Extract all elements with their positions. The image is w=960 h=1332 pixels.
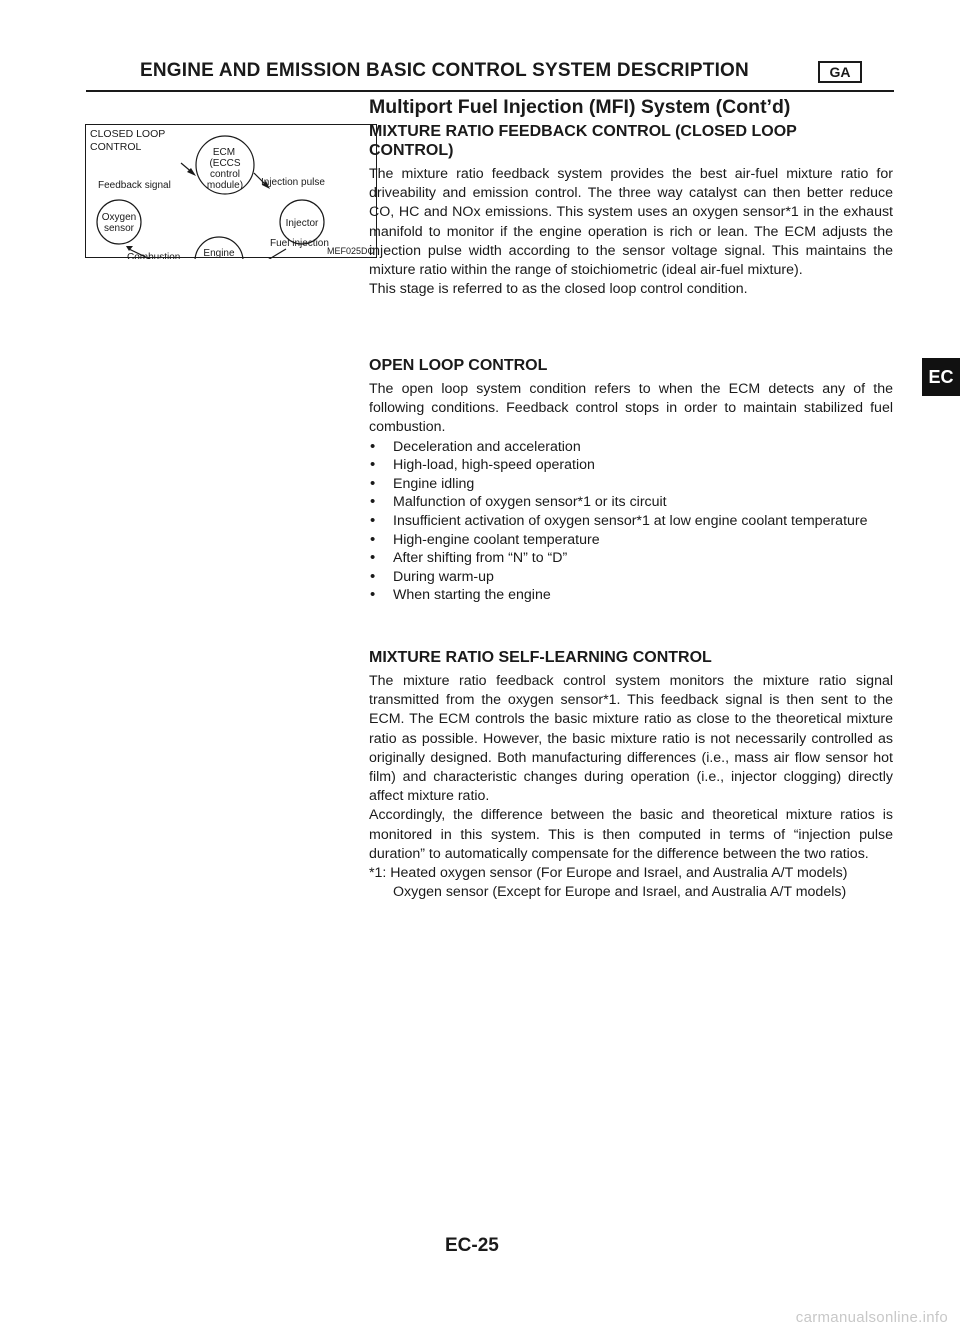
injector-label: Injector	[285, 218, 319, 229]
closed-loop-diagram-svg	[86, 125, 378, 259]
list-item: • Engine idling	[369, 475, 893, 494]
list-item: • Malfunction of oxygen sensor*1 or its circuit	[369, 493, 893, 512]
open-loop-heading: OPEN LOOP CONTROL	[369, 357, 548, 374]
list-item: • Insufficient activation of oxygen sensor*1 at low engine coolant temperature	[369, 512, 893, 531]
open-loop-body: The open loop system condition refers to when the ECM detects any of the following conditions. Feedback control stops in order to maintain stabilized fuel combustion.	[369, 381, 893, 436]
closed-loop-section	[369, 122, 893, 299]
list-item: • During warm-up	[369, 568, 893, 587]
self-learning-body: The mixture ratio feedback control system monitors the mixture ratio signal transmitted from the oxygen sensor*1. This feedback signal is then sent to the ECM. The ECM controls the basic mixture ratio as close to the theoretical mixture ratio as possible. However, the basic mixture ratio is not necessarily controlled as originally designed. Both manufacturing differences (i.e., mass air flow sensor hot film) and characteristic changes during operation (i.e., injector clogging) directly affect mixture ratio.	[369, 673, 893, 805]
oxygen-label-line2: sensor	[103, 223, 135, 234]
page-header-title: ENGINE AND EMISSION BASIC CONTROL SYSTEM DESCRIPTION	[140, 60, 749, 81]
injection-pulse-label: Injection pulse	[261, 177, 325, 188]
footnote-1: *1: Heated oxygen sensor (For Europe and Israel, and Australia A/T models)	[369, 865, 848, 882]
closed-loop-body-2: This stage is referred to as the closed loop control condition.	[369, 281, 748, 298]
header-rule	[86, 90, 894, 92]
closed-loop-heading-line1: MIXTURE RATIO FEEDBACK CONTROL (CLOSED LOOP	[369, 123, 797, 140]
self-learning-heading: MIXTURE RATIO SELF-LEARNING CONTROL	[369, 649, 712, 666]
figure-code: MEF025DC	[326, 246, 374, 256]
section-title: Multiport Fuel Injection (MFI) System (Cont’d)	[369, 96, 791, 118]
open-loop-condition-list	[369, 438, 893, 605]
open-loop-section	[369, 356, 893, 605]
ecm-label-line2: (ECCS	[209, 158, 241, 169]
diagram-title-line2: CONTROL	[90, 141, 142, 153]
footnote-1-continued: Oxygen sensor (Except for Europe and Israel, and Australia A/T models)	[393, 884, 847, 901]
page-number: EC-25	[445, 1235, 499, 1256]
ec-section-tab: EC	[922, 358, 960, 396]
ecm-label: ECM	[212, 147, 236, 158]
list-item: • When starting the engine	[369, 586, 893, 605]
list-item: • After shifting from “N” to “D”	[369, 549, 893, 568]
closed-loop-body: The mixture ratio feedback system provides the best air-fuel mixture ratio for driveability and emission control. The three way catalyst can then better reduce CO, HC and NOx emissions. This system uses an oxygen sensor*1 in the exhaust manifold to monitor if the engine operation is rich or lean. The ECM adjusts the injection pulse width according to the sensor voltage signal. This maintains the mixture ratio within the range of stoichiometric (ideal air-fuel mixture).	[369, 166, 893, 279]
list-item: • High-engine coolant temperature	[369, 531, 893, 550]
fuel-injection-label: Fuel injection	[270, 238, 329, 249]
self-learning-section	[369, 648, 893, 902]
fuel-injection-arrow-line	[256, 249, 286, 259]
oxygen-label-line1: Oxygen	[101, 212, 137, 223]
self-learning-body-2: Accordingly, the difference between the basic and theoretical mixture ratios is monitored in this system. This is then computed in terms of “injection pulse duration” to automatically compensate for the difference between the two ratios.	[369, 807, 893, 862]
list-item: • High-load, high-speed operation	[369, 456, 893, 475]
ecm-label-line3: control	[209, 169, 241, 180]
engine-label: Engine	[203, 248, 235, 259]
feedback-signal-label: Feedback signal	[98, 180, 171, 191]
closed-loop-heading-line2: CONTROL)	[369, 142, 454, 159]
list-item: • Deceleration and acceleration	[369, 438, 893, 457]
watermark: carmanualsonline.info	[795, 1309, 948, 1326]
combustion-label: Combustion	[127, 252, 181, 259]
ga-badge: GA	[818, 61, 862, 83]
diagram-title-line1: CLOSED LOOP	[90, 128, 166, 140]
closed-loop-diagram	[85, 124, 377, 258]
ecm-label-line4: module)	[206, 180, 244, 191]
